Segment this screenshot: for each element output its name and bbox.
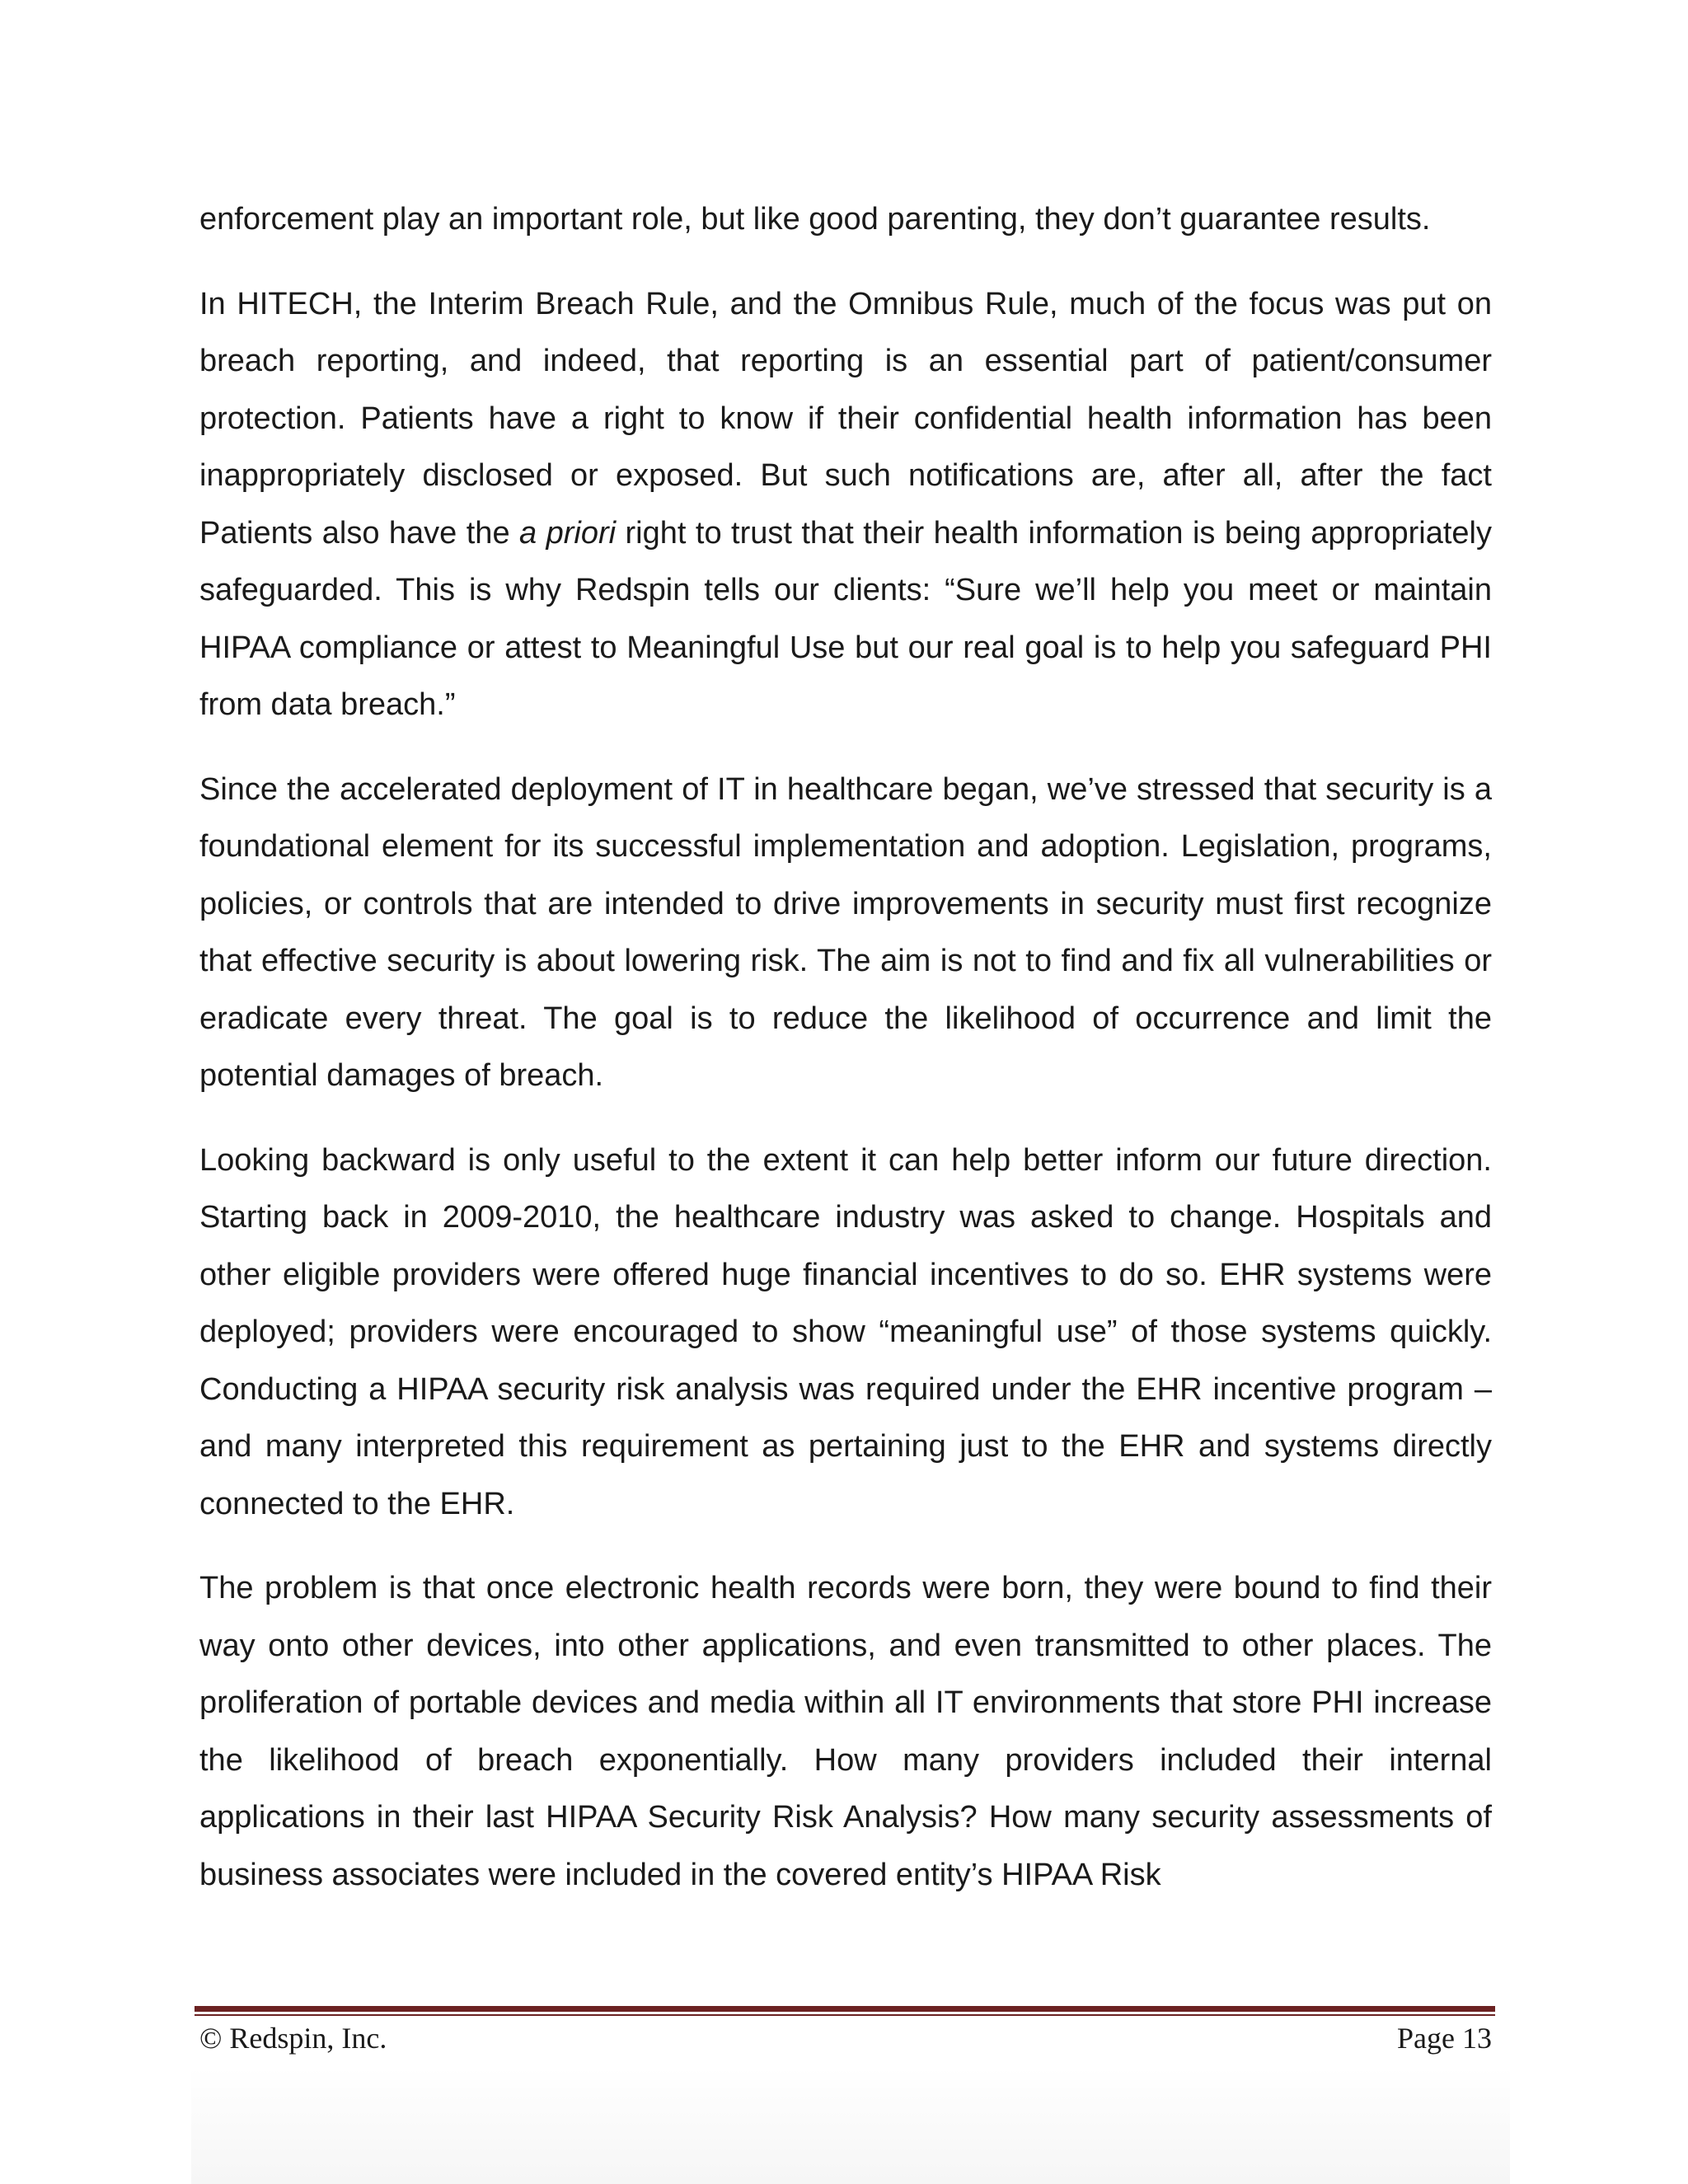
paragraph-4: Looking backward is only useful to the extent it can help better inform our future direction. Starting back in 2009-2010, the healthcare industry was asked to change. Hospitals and other eligible providers were offered huge financial incentives to do so. EHR systems were deployed; providers were encouraged to show “meaningful use” of those systems quickly. Conducting a HIPAA security risk analysis was required under the EHR incentive program – and many interpreted this requirement as pertaining just to the EHR and systems directly connected to the EHR. [199,1142,1492,1521]
paragraph-2 [199,276,1492,734]
footer-rule-thick [195,2006,1495,2012]
footer-rule-thin [195,2014,1495,2016]
paragraph-2-part-1: In HITECH, the Interim Breach Rule, and the Omnibus Rule, much of the focus was put on breach reporting, and indeed, that reporting is an essential part of patient/consumer protection. Patients have a right to know if their confidential health information has been inappropriately disclosed or exposed. But such notifications are, after all, after the fact Patients also have the [199,286,1492,551]
paragraph-1: enforcement play an important role, but like good parenting, they don’t guarantee results. [199,202,1431,237]
footer-page-number: Page 13 [1397,2022,1492,2055]
scan-shading [191,2067,1510,2184]
paragraph-5: The problem is that once electronic health records were born, they were bound to find their way onto other devices, into other applications, and even transmitted to other places. The proliferation of portable devices and media within all IT environments that store PHI increase the likelihood of breach exponentially. How many providers included their internal applications in their last HIPAA Security Risk Analysis? How many security assessments of business associates were included in the covered entity’s HIPAA Risk [199,1571,1492,1892]
paragraph-3: Since the accelerated deployment of IT in healthcare began, we’ve stressed that security is a foundational element for its successful implementation and adoption. Legislation, programs, policies, or controls that are intended to drive improvements in security must first recognize that effective security is about lowering risk. The aim is not to find and fix all vulnerabilities or eradicate every threat. The goal is to reduce the likelihood of occurrence and limit the potential damages of breach. [199,771,1492,1093]
footer-copyright: © Redspin, Inc. [199,2022,387,2055]
page-footer [199,2021,1492,2062]
body-text [199,191,1492,1931]
italic-phrase: a priori [519,515,617,551]
paragraph-2-part-2: right to trust that their health information is being appropriately safeguarded. This is why Redspin tells our clients: “Sure we’ll help you meet or maintain HIPAA compliance or attest to Meaningful Use but our real goal is to help you safeguard PHI from data breach.” [199,515,1492,722]
